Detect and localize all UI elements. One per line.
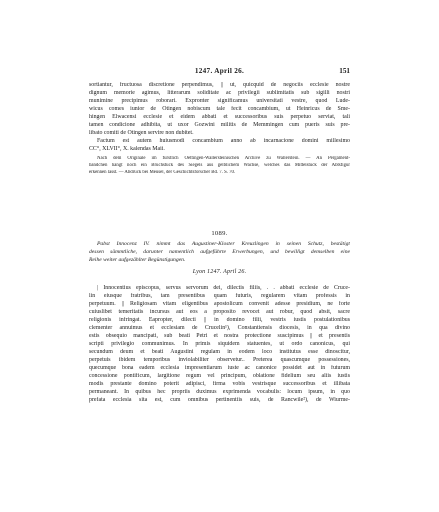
text-line: prefata ecclesia sita est, cum omnibus pertinentiis suis, de Rancwile²), de Wiurme-	[89, 397, 350, 403]
document-number: 1089.	[211, 230, 228, 237]
page-number: 151	[339, 67, 350, 75]
text-line: libato comiti de Otingen servire non dubitet.	[89, 130, 194, 136]
regest-line: Pabst Innocenz IV. nimmt das Augustiner-Kloster Kreuzlingen in seinen Schutz, bestätigt	[97, 241, 350, 247]
text-line: CC°, XLVII°, X. kalendas Maii.	[89, 146, 165, 152]
running-header	[89, 67, 350, 77]
text-line: cuiuslibet temeritatis incursus aut eos a proposito revocet aut robur, quod absit, sacre	[89, 309, 350, 315]
text-line: scripti privilegio communimus. In primis siquidem statuentes, ut ordo canonicus, qui	[89, 341, 350, 347]
text-line: Factum est autem huiusmodi concambium anno ab incarnacione domini millesimo	[97, 138, 350, 144]
text-line: modis prestante domino poterit adipisci, firma vobis vestrisque successoribus et illibata	[89, 381, 350, 387]
regest-line: Reihe weiter aufgezählter Begünstigungen.	[89, 257, 186, 263]
text-line: quecumque bona eadem ecclesia impresentiarum iuste ac canonice possidet aut in futurum	[89, 365, 350, 371]
text-line: | Innocentius episcopus, servus servorum dei, dilectis filiis, . . abbati ecclesie de Cruce-	[97, 285, 350, 291]
header-date: 1247. April 26.	[194, 67, 245, 75]
text-line: hingen Elwacensi ecclesie et eidem abbati et successoribus suis perpetuo serviat, tali	[89, 114, 350, 120]
note-line: bändchen hängt noch ein Bruchstück des Siegels aus gelblichem Wachse, welches das Mittelstück der Abtsfigur	[89, 163, 350, 168]
note-line: Nach dem Originale im fürstlich Oettingen-Wallersteinischen Archive zu Wallerstein. — An Pergament-	[97, 156, 350, 161]
text-line: clementer annuimus et ecclesiam de Crucelin¹), Constantiensis diocesis, in qua divino	[89, 325, 350, 331]
text-line: muniminе precipimus roborari. Exprопter significamus universitati vestre, quod Lude-	[89, 98, 350, 104]
text-line: religionis infringat. Eapropter, dilecti || in domino filii, vestris iustis postulationibus	[89, 317, 350, 323]
text-line: permaneant. In quibus hec propriis duximus exprimenda vocabulis: locum ipsum, in quo	[89, 389, 350, 395]
text-line: secundum deum et beati Augustini regulam in eodem loco institutus esse dinoscitur,	[89, 349, 350, 355]
text-line: perpetuis ibidem temporibus inviolabiliter observetur.. Preterea quascumque possessiones,	[89, 357, 350, 363]
text-line: lin eiusque fratribus, tam presentibus quam futuris, regularem vitam professis in	[89, 293, 350, 299]
place-date: Lyon 1247. April 26.	[192, 269, 247, 275]
text-line: concessione pontificum, largitione regum vel principum, oblatione fidelium seu aliis iustis	[89, 373, 350, 379]
text-line: estis obsequio mancipati, sub beati Petri et nostra protectione suscipimus || et presentis	[89, 333, 350, 339]
text-line: dignum memorie agimus, litterarum soliditate ac privilegii sublimitatis sub sigilli nostri	[89, 90, 350, 96]
note-line: erkennen lässt. — Abdruck bei Meusel, der Geschichtsforscher Bd. 7. S. 70.	[89, 170, 236, 175]
text-line: sortiantur, fructuosa discretione perpendimus, || ut, quicquid de negociis ecclesie nostre	[89, 82, 350, 88]
regest-line: dessen sämmtliche, darunter namentlich aufgeführte Erwerbungen, und bewilligt demselben eine	[89, 249, 350, 255]
text-line: perpetuum. || Religiosam vitam eligentibus apostolicum convenit adesse presidium, ne forte	[89, 301, 350, 307]
text-line: wicus comes iunior de Otingen nobiscum tale fecit concambium, ut Heinricus de Sme-	[89, 106, 350, 112]
text-line: tamen condicione adhibita, ut uxor Gozwini militis de Memmingen cum pueris suis pre-	[89, 122, 350, 128]
